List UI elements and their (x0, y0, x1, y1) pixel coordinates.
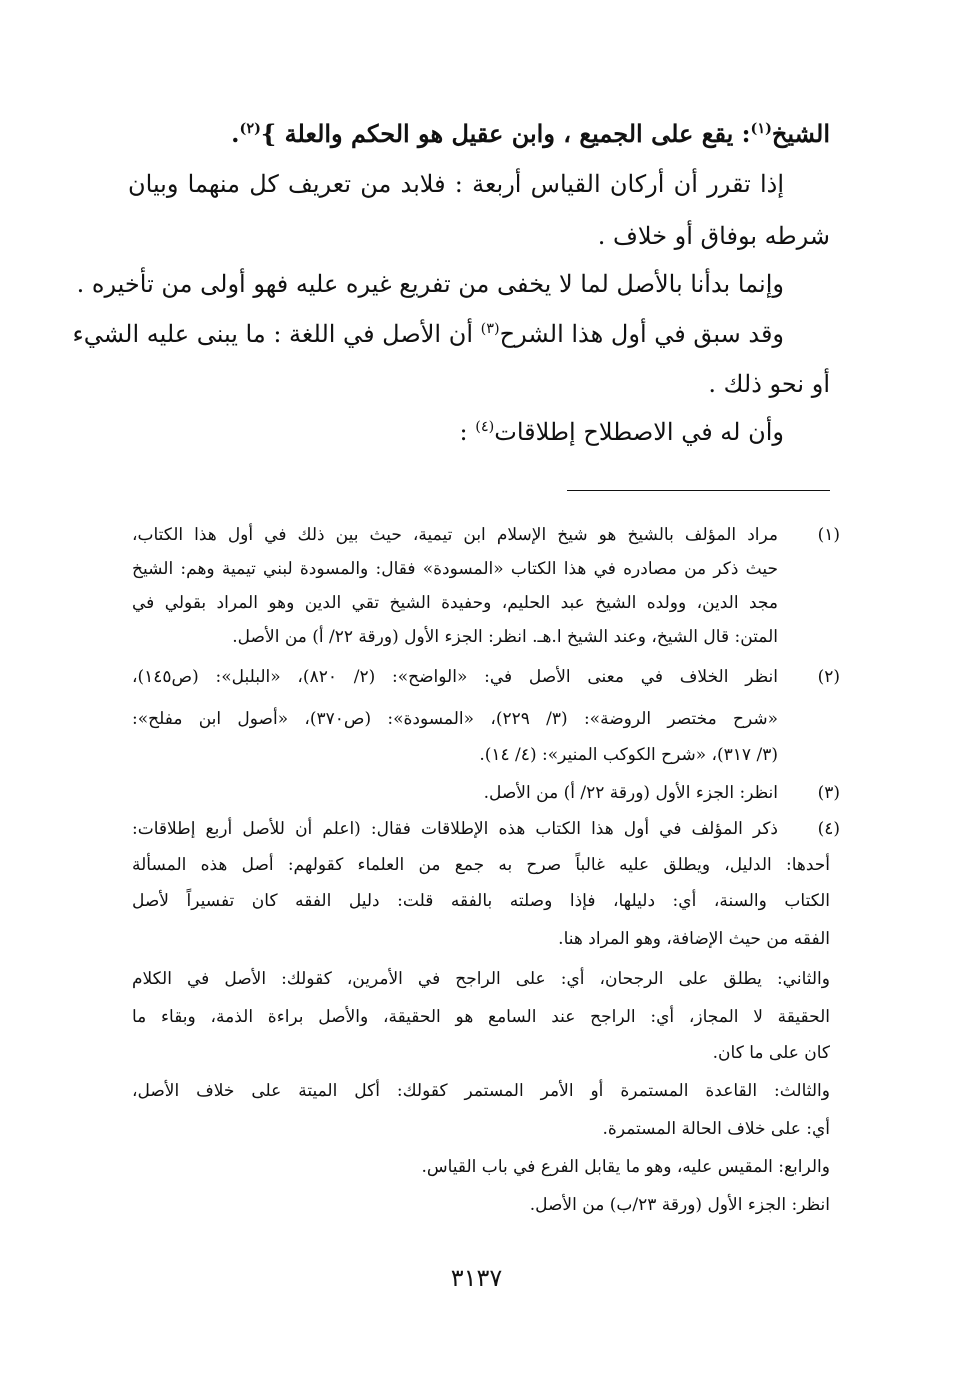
body-line-1-text: : يقع على الجميع ، وابن عقيل هو الحكم والعلة } (260, 119, 751, 148)
footnote-ref-3: (٣) (480, 321, 500, 337)
footnote-4-line-3: الكتاب والسنة، أي: دليلها، فإذا وصلته بالفقه قلت: دليل الفقه كان تفسيراً لأصل (132, 891, 830, 911)
footnote-2-line-1: انظر الخلاف في معنى الأصل في: «الواضح»: (٢/ ٨٢٠)، «البلبل»: (ص١٤٥)، (132, 667, 778, 687)
footnote-1-line-3: مجد الدين، وولده الشيخ عبد الحليم، وحفيدة الشيخ تقي الدين وهو المراد بقولي في (132, 593, 778, 613)
footnote-1-line-4: المتن: قال الشيخ، وعند الشيخ ا.هـ. انظر: الجزء الأول (ورقة ٢٢/ أ) من الأصل. (232, 627, 778, 647)
footnote-number-1: (١) (817, 525, 840, 545)
body-word-sheikh: الشيخ (771, 119, 830, 148)
footnote-number-2: (٢) (817, 667, 840, 687)
footnote-4-line-1: ذكر المؤلف في أول هذا الكتاب هذه الإطلاقات فقال: (اعلم أن للأصل أربع إطلاقات: (132, 819, 778, 839)
footnote-4-line-5: والثاني: يطلق على الرجحان، أي: على الراجح في الأمرين، كقولك: الأصل في الكلام (132, 969, 830, 989)
footnote-2-line-2: «شرح مختصر الروضة»: (٣/ ٢٢٩)، «المسودة»: (ص٣٧٠)، «أصول ابن مفلح»: (132, 709, 779, 729)
footnote-3-line-1: انظر: الجزء الأول (ورقة ٢٢/ أ) من الأصل. (483, 783, 778, 803)
footnote-ref-2: (٢) (239, 120, 261, 137)
paragraph-3-line-2: أو نحو ذلك . (708, 370, 830, 398)
footnote-4-line-6: الحقيقة لا المجاز، أي: الراجح عند السامع هو الحقيقة، والأصل براءة الذمة، وبقاء ما (132, 1007, 830, 1027)
body-line-1: الشيخ$^{(١)}$: يقع على الجميع ، وابن عقيل هو الحكم والعلة }$^{(٢)}$. (231, 119, 830, 148)
footnote-1-line-2: حيث ذكر من مصادره في هذا الكتاب «المسودة» فقال: والمسودة لبني تيمية وهم: الشيخ (132, 559, 778, 579)
footnote-1-line-1: مراد المؤلف بالشيخ هو شيخ الإسلام ابن تيمية، حيث بين ذلك في أول هذا الكتاب، (132, 525, 778, 545)
footnote-2-line-3: (٣/ ٣١٧)، «شرح الكوكب المنير»: (٤/ ١٤). (479, 745, 778, 765)
footnote-ref-1: (١) (750, 120, 772, 137)
paragraph-3-line-1: وقد سبق في أول هذا الشرح$^{(٣)}$ أن الأصل في اللغة : ما يبنى عليه الشيء (72, 320, 784, 348)
footnote-4-line-10: والرابع: المقيس عليه، وهو ما يقابل الفرع في باب القياس. (421, 1157, 830, 1177)
footnote-number-4: (٤) (817, 819, 840, 839)
paragraph-4-line-1: وأن له في الاصطلاح إطلاقات$^{(٤)}$ : (459, 418, 784, 446)
paragraph-2-line-1: وإنما بدأنا بالأصل لما لا يخفى من تفريع غيره عليه فهو أولى من تأخيره . (76, 270, 784, 298)
footnote-4-line-8: والثالث: القاعدة المستمرة أو الأمر المستمر كقولك: أكل الميتة على خلاف الأصل، (132, 1081, 830, 1101)
page-number: ٣١٣٧ (450, 1264, 503, 1292)
footnote-4-line-2: أحدها: الدليل، ويطلق عليه غالباً صرح به جمع من العلماء كقولهم: أصل هذه المسألة (132, 855, 830, 875)
footnote-4-line-9: أي: على خلاف الحالة المستمرة. (602, 1119, 830, 1139)
footnote-ref-4: (٤) (475, 419, 495, 435)
footnote-separator (567, 490, 830, 491)
paragraph-1-line-2: شرطه بوفاق أو خلاف . (597, 222, 830, 250)
footnote-4-line-11: انظر: الجزء الأول (ورقة ٢٣/ب) من الأصل. (529, 1195, 830, 1215)
footnote-4-line-7: كان على ما كان. (712, 1043, 830, 1063)
footnote-number-3: (٣) (817, 783, 840, 803)
paragraph-1-line-1: إذا تقرر أن أركان القياس أربعة : فلابد من تعريف كل منهما وبيان (128, 170, 784, 198)
footnote-4-line-4: الفقه من حيث الإضافة، وهو المراد هنا. (558, 929, 830, 949)
